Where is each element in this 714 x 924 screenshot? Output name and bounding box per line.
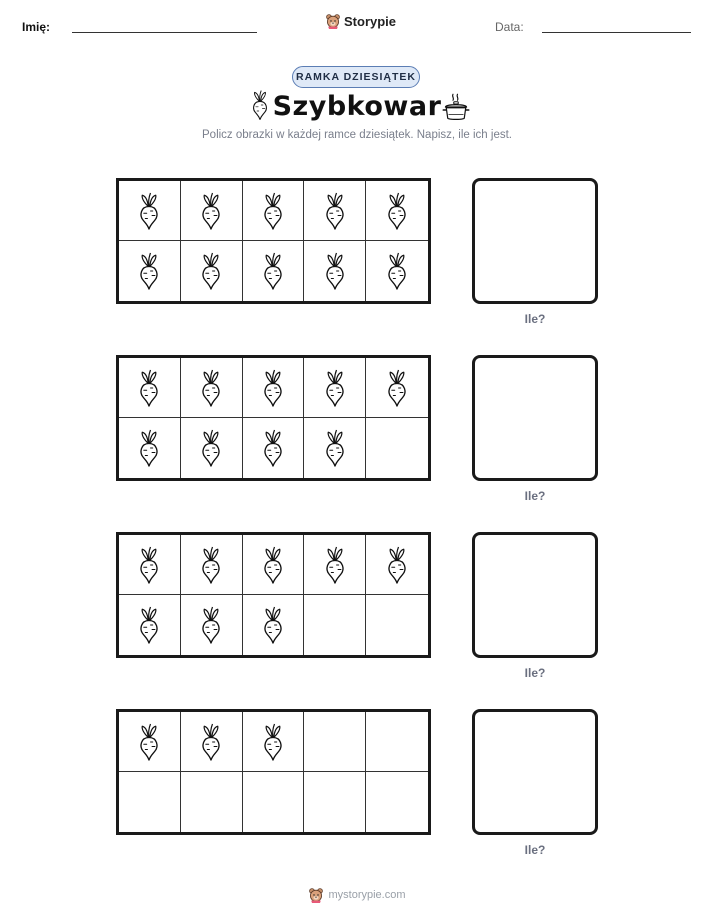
ten-frame-cell (304, 241, 366, 301)
beet-icon (320, 187, 350, 235)
ten-frame (116, 355, 431, 481)
ten-frame-cell (304, 772, 366, 832)
answer-prompt: Ile? (524, 489, 546, 503)
ten-frame-cell (119, 418, 181, 478)
answer-prompt: Ile? (524, 312, 546, 326)
ten-frame-cell (366, 358, 428, 418)
ten-frame-cell (366, 418, 428, 478)
ten-frame-cell (304, 358, 366, 418)
ten-frame-cell (304, 535, 366, 595)
beet-icon (196, 247, 226, 295)
ten-frame-cell (119, 772, 181, 832)
beet-icon (196, 541, 226, 589)
beet-icon (134, 247, 164, 295)
ten-frame-cell (181, 418, 243, 478)
ten-frame-cell (243, 535, 305, 595)
ten-frame-cell (119, 712, 181, 772)
pot-icon (441, 92, 471, 122)
name-label: Imię: (22, 20, 51, 34)
ten-frame-cell (181, 535, 243, 595)
beet-icon (134, 187, 164, 235)
beet-icon (382, 364, 412, 412)
ten-frame-cell (243, 358, 305, 418)
ten-frame (116, 178, 431, 304)
storypie-bear-icon (325, 13, 341, 29)
ten-frame (116, 709, 431, 835)
ten-frame-cell (366, 595, 428, 655)
ten-frame-cell (243, 595, 305, 655)
ten-frame-cell (304, 712, 366, 772)
beet-icon (134, 424, 164, 472)
ten-frame-cell (243, 418, 305, 478)
ten-frame-cell (243, 181, 305, 241)
ten-frame-cell (243, 772, 305, 832)
beet-icon (134, 718, 164, 766)
beet-icon (196, 601, 226, 649)
ten-frame-cell (366, 535, 428, 595)
beet-icon (134, 601, 164, 649)
beet-icon (258, 424, 288, 472)
date-line[interactable] (542, 32, 691, 33)
beet-icon (196, 718, 226, 766)
ten-frame-cell (181, 595, 243, 655)
ten-frame-cell (181, 181, 243, 241)
beet-icon (196, 187, 226, 235)
beet-icon (196, 364, 226, 412)
ten-frame-cell (119, 181, 181, 241)
answer-prompt: Ile? (524, 666, 546, 680)
answer-prompt: Ile? (524, 843, 546, 857)
ten-frame-cell (366, 772, 428, 832)
ten-frame-cell (181, 712, 243, 772)
beet-icon (258, 247, 288, 295)
ten-frame-cell (366, 712, 428, 772)
beet-icon (258, 364, 288, 412)
answer-box[interactable] (472, 355, 598, 481)
beet-icon (196, 424, 226, 472)
ten-frame-cell (119, 535, 181, 595)
ten-frame-cell (304, 595, 366, 655)
ten-frame (116, 532, 431, 658)
storypie-bear-icon (308, 887, 324, 903)
answer-box[interactable] (472, 709, 598, 835)
footer (0, 887, 714, 903)
ten-frame-cell (181, 241, 243, 301)
ten-frame-cell (119, 595, 181, 655)
ten-frame-cell (119, 358, 181, 418)
ten-frame-cell (304, 181, 366, 241)
beet-icon (382, 541, 412, 589)
instructions: Policz obrazki w każdej ramce dziesiątek. Napisz, ile ich jest. (202, 129, 512, 141)
ten-frame-cell (366, 181, 428, 241)
beet-icon (320, 247, 350, 295)
ten-frame-cell (181, 358, 243, 418)
answer-box[interactable] (472, 178, 598, 304)
beet-icon (382, 247, 412, 295)
beet-icon (320, 364, 350, 412)
beet-icon (258, 601, 288, 649)
ten-frame-cell (181, 772, 243, 832)
beet-icon (320, 424, 350, 472)
ten-frame-cell (243, 712, 305, 772)
ten-frame-cell (366, 241, 428, 301)
beet-icon (382, 187, 412, 235)
ten-frame-cell (119, 241, 181, 301)
brand-name: Storypie (344, 13, 397, 29)
beet-icon (134, 364, 164, 412)
ten-frame-cell (243, 241, 305, 301)
date-label: Data: (495, 20, 524, 34)
name-line[interactable] (72, 32, 257, 33)
beet-icon (258, 718, 288, 766)
answer-box[interactable] (472, 532, 598, 658)
page-title: Szybkowar (272, 91, 442, 122)
beet-icon (258, 541, 288, 589)
ten-frame-cell (304, 418, 366, 478)
footer-site: mystorypie.com (328, 889, 406, 901)
worksheet-type-badge: RAMKA DZIESIĄTEK (292, 66, 420, 88)
brand-logo (325, 13, 396, 29)
beet-icon (320, 541, 350, 589)
beet-icon (134, 541, 164, 589)
beet-icon (258, 187, 288, 235)
